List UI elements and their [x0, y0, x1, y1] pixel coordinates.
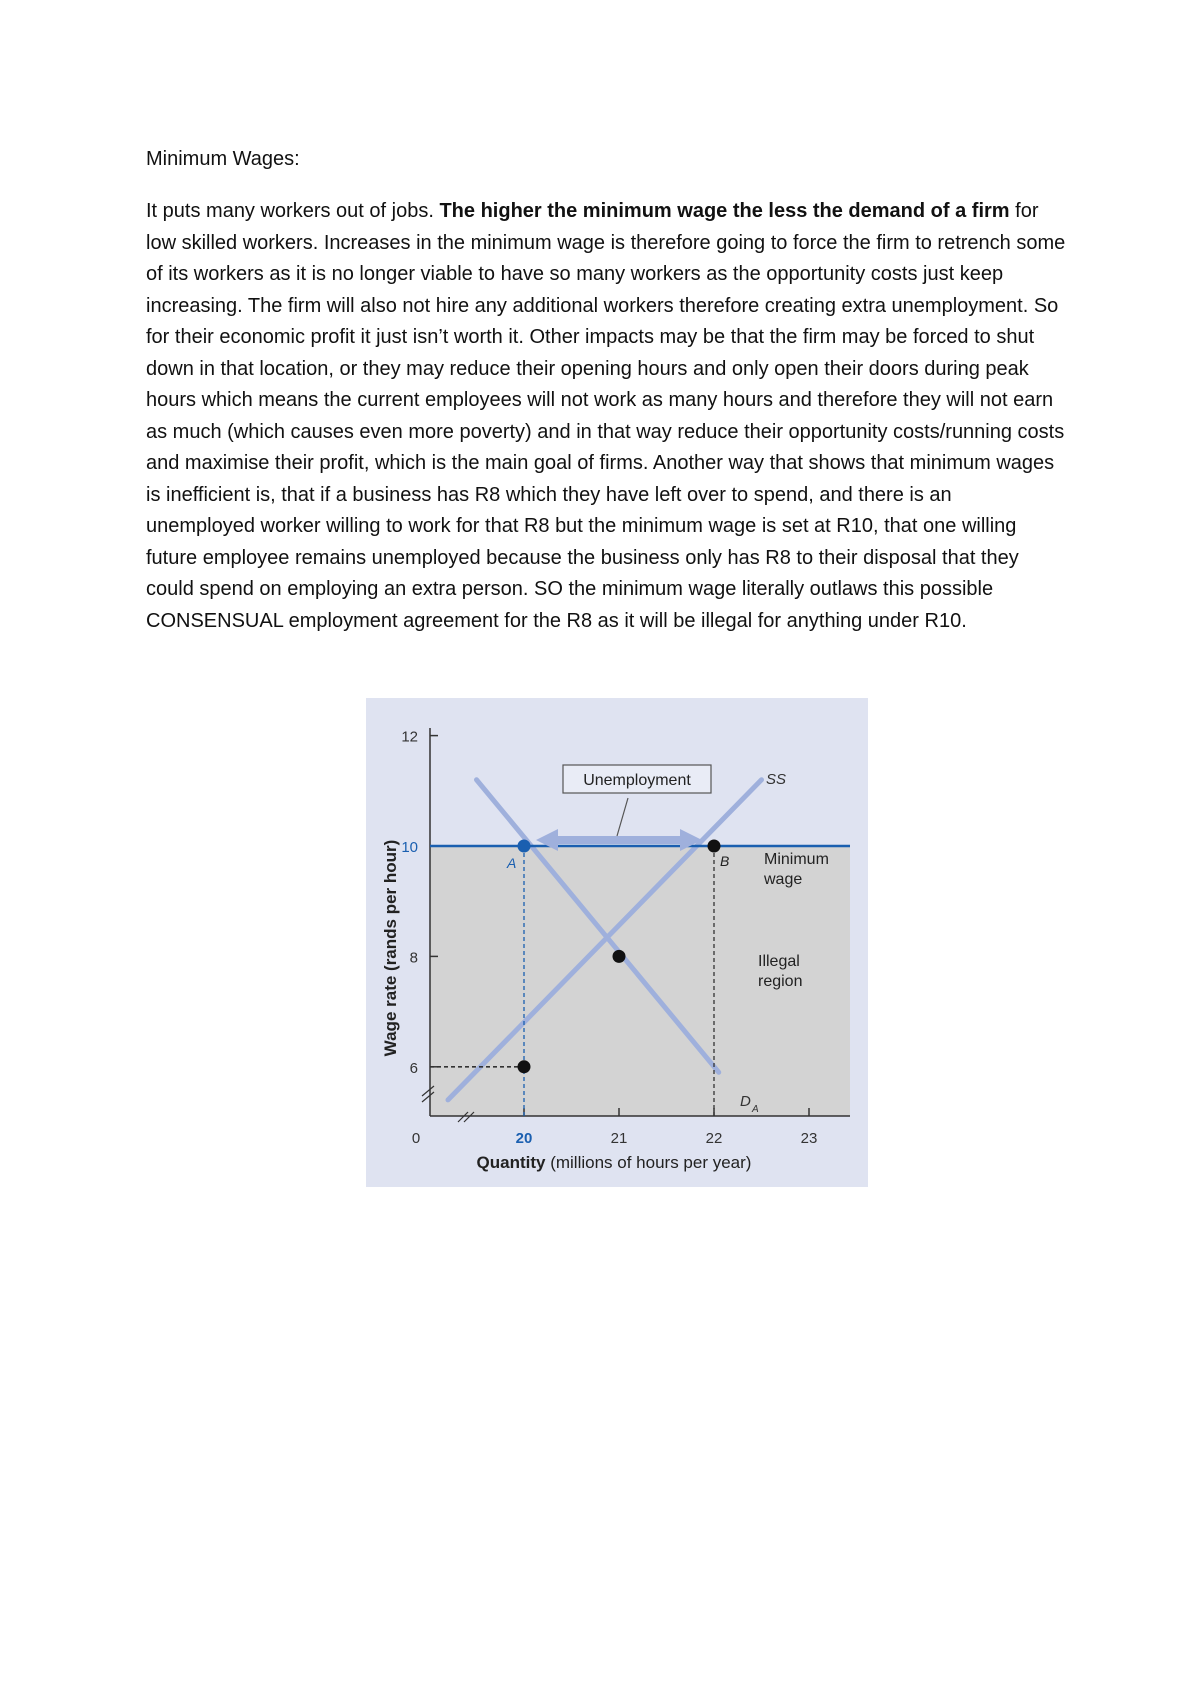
minimum-wage-label-line1: Minimum [764, 851, 829, 868]
y-tick-label: 10 [401, 839, 418, 856]
minimum-wage-label-line2: wage [764, 871, 803, 888]
y-axis-title: Wage rate (rands per hour) [381, 839, 400, 1057]
minimum-wage-figure [366, 698, 868, 1187]
unemployment-label: Unemployment [583, 772, 691, 789]
x-axis-title-rest: (millions of hours per year) [545, 1153, 752, 1172]
point-b-label: B [720, 853, 730, 869]
data-point [518, 1060, 531, 1073]
x-tick-label: 21 [610, 1130, 628, 1147]
x-tick-label: 22 [705, 1130, 723, 1147]
y-tick-label: 12 [401, 728, 418, 746]
x-axis-title-bold: Quantity [476, 1153, 546, 1172]
paragraph-part2: for low skilled workers. Increases in the minimum wage is therefore going to force the firm to retrench some of its workers as it is no longer viable to have so many workers as the opportunity costs just keep increasing. The firm will also not hire any additional workers therefore creating extra unemployment. So for their economic profit it just isn’t worth it. Other impacts may be that the firm may be forced to shut down in that location, or they may reduce their opening hours and only open their doors during peak hours which means the current employees will not work as many hours and therefore they will not earn as much (which causes even more poverty) and in that way reduce their opportunity costs/running costs and maximise their profit, which is the main goal of firms. Another way that shows that minimum wages is inefficient is, that if a business has R8 which they have left over to spend, and there is an unemployed worker willing to work for that R8 but the minimum wage is set at R10, that one willing future employee remains unemployed because the business only has R8 to their disposal that they could spend on employing an extra person. SO the minimum wage literally outlaws this possible CONSENSUAL employment agreement for the R8 as it will be illegal for anything under R10. [146, 200, 1066, 632]
body-paragraph [146, 196, 1066, 637]
paragraph-bold: The higher the minimum wage the less the demand of a firm [439, 200, 1010, 222]
minimum-wage-chart [366, 698, 868, 1187]
y-tick-label: 6 [409, 1059, 418, 1077]
point-a-label: A [507, 855, 517, 871]
y-tick-label: 8 [409, 949, 418, 967]
demand-label: D [740, 1093, 751, 1110]
supply-label: SS [766, 771, 787, 788]
x-axis-title [477, 1153, 752, 1172]
page-heading: Minimum Wages: [146, 148, 300, 170]
x-tick-label: 23 [800, 1130, 818, 1147]
paragraph-part1: It puts many workers out of jobs. [146, 200, 440, 222]
x-tick-label-zero: 0 [411, 1130, 421, 1147]
illegal-region-label-line1: Illegal [758, 953, 800, 970]
point-b [708, 840, 721, 853]
illegal-region-label-line2: region [758, 973, 803, 990]
demand-label-sub: A [752, 1104, 759, 1115]
x-tick-label: 20 [515, 1130, 533, 1147]
data-point [613, 950, 626, 963]
point-a [518, 840, 531, 853]
unemployment-pointer [617, 798, 628, 836]
